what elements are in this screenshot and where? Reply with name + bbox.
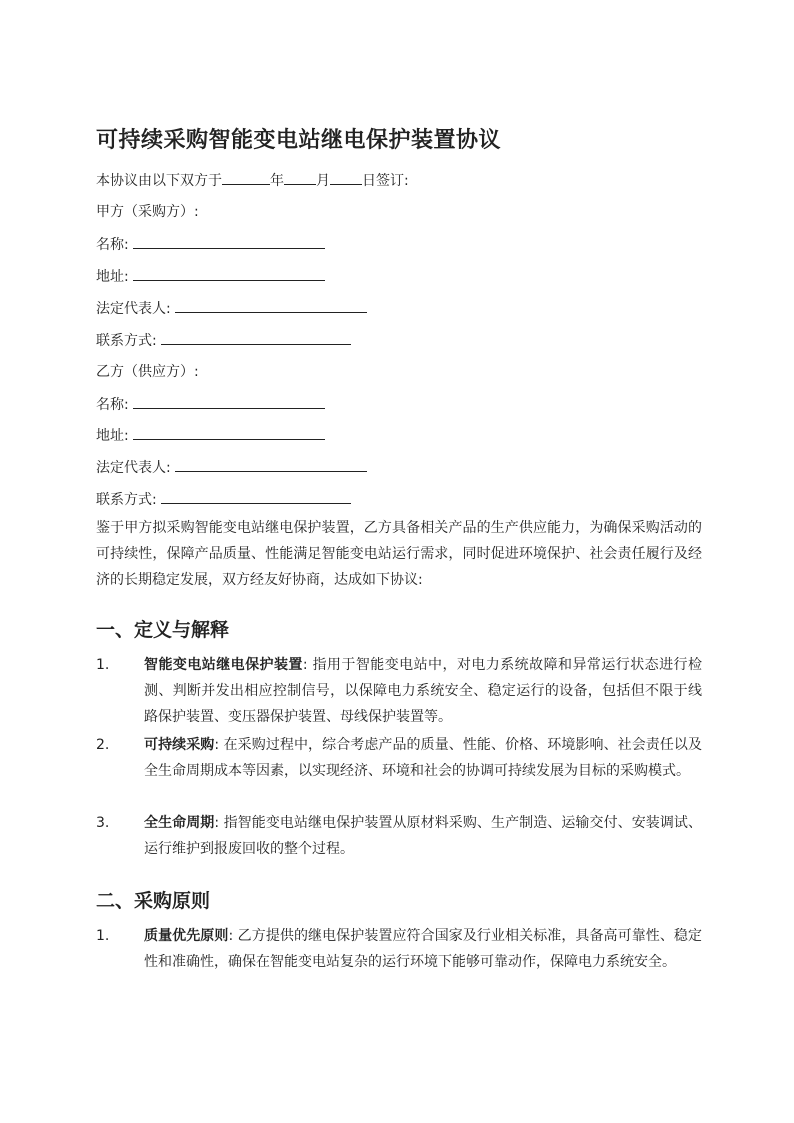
document-title: 可持续采购智能变电站继电保护装置协议	[96, 128, 502, 153]
principle-item	[96, 923, 702, 975]
party-a-address-blank	[133, 266, 325, 281]
party-b-address-blank	[133, 425, 325, 440]
party-b-contact-blank	[161, 489, 351, 504]
preamble-paragraph: 鉴于甲方拟采购智能变电站继电保护装置，乙方具备相关产品的生产供应能力，为确保采购活动的可持续性，保障产品质量、性能满足智能变电站运行需求，同时促进环境保护、社会责任履行及经济的长期稳定发展，双方经友好协商，达成如下协议:	[96, 520, 702, 588]
party-a-heading: 甲方（采购方）:	[96, 204, 199, 220]
party-b-name-row	[96, 394, 325, 415]
party-b-name-blank	[133, 394, 325, 409]
party-b-rep-row	[96, 457, 367, 478]
item-text: : 指用于智能变电站中，对电力系统故障和异常运行状态进行检测、判断并发出相应控制信号，以保障电力系统安全、稳定运行的设备，包括但不限于线路保护装置、变压器保护装置、母线保护装置等。	[144, 657, 702, 725]
intro-prefix: 本协议由以下双方于	[96, 173, 222, 189]
party-a-name-row	[96, 234, 325, 255]
item-number: 3.	[96, 815, 110, 831]
party-a-contact-blank	[161, 330, 351, 345]
day-blank	[330, 170, 362, 185]
party-a-rep-row	[96, 298, 367, 319]
party-a-name-blank	[133, 234, 325, 249]
party-a-name-label: 名称:	[96, 237, 129, 253]
party-b-contact-label: 联系方式:	[96, 492, 157, 508]
signing-date-line	[96, 170, 409, 191]
item-number: 2.	[96, 737, 110, 753]
definition-item	[96, 732, 702, 784]
year-blank	[222, 170, 270, 185]
party-b-address-label: 地址:	[96, 428, 129, 444]
party-a-address-row	[96, 266, 325, 287]
day-label: 日签订:	[362, 173, 409, 189]
party-a-rep-blank	[175, 298, 367, 313]
party-b-rep-label: 法定代表人:	[96, 460, 171, 476]
definition-item	[96, 810, 702, 862]
party-a-contact-label: 联系方式:	[96, 333, 157, 349]
definition-item	[96, 652, 702, 730]
item-text: : 在采购过程中，综合考虑产品的质量、性能、价格、环境影响、社会责任以及全生命周期成本等因素，以实现经济、环境和社会的协调可持续发展为目标的采购模式。	[144, 737, 703, 779]
month-label: 月	[316, 173, 330, 189]
party-a-contact-row	[96, 330, 351, 351]
month-blank	[284, 170, 316, 185]
year-label: 年	[270, 173, 284, 189]
party-a-rep-label: 法定代表人:	[96, 301, 171, 317]
section-2-heading: 二、采购原则	[96, 890, 211, 912]
item-text: : 乙方提供的继电保护装置应符合国家及行业相关标准，具备高可靠性、稳定性和准确性，确保在智能变电站复杂的运行环境下能够可靠动作，保障电力系统安全。	[144, 928, 702, 970]
party-b-heading: 乙方（供应方）:	[96, 364, 199, 380]
item-term: 全生命周期	[144, 815, 215, 831]
item-term: 智能变电站继电保护装置	[144, 657, 303, 673]
party-b-contact-row	[96, 489, 351, 510]
party-b-name-label: 名称:	[96, 397, 129, 413]
party-a-address-label: 地址:	[96, 269, 129, 285]
item-term: 质量优先原则	[144, 928, 229, 944]
item-number: 1.	[96, 657, 110, 673]
party-b-rep-blank	[175, 457, 367, 472]
item-term: 可持续采购	[144, 737, 215, 753]
section-1-heading: 一、定义与解释	[96, 619, 230, 641]
item-text: : 指智能变电站继电保护装置从原材料采购、生产制造、运输交付、安装调试、运行维护到报废回收的整个过程。	[144, 815, 703, 857]
item-number: 1.	[96, 928, 110, 944]
party-b-address-row	[96, 425, 325, 446]
